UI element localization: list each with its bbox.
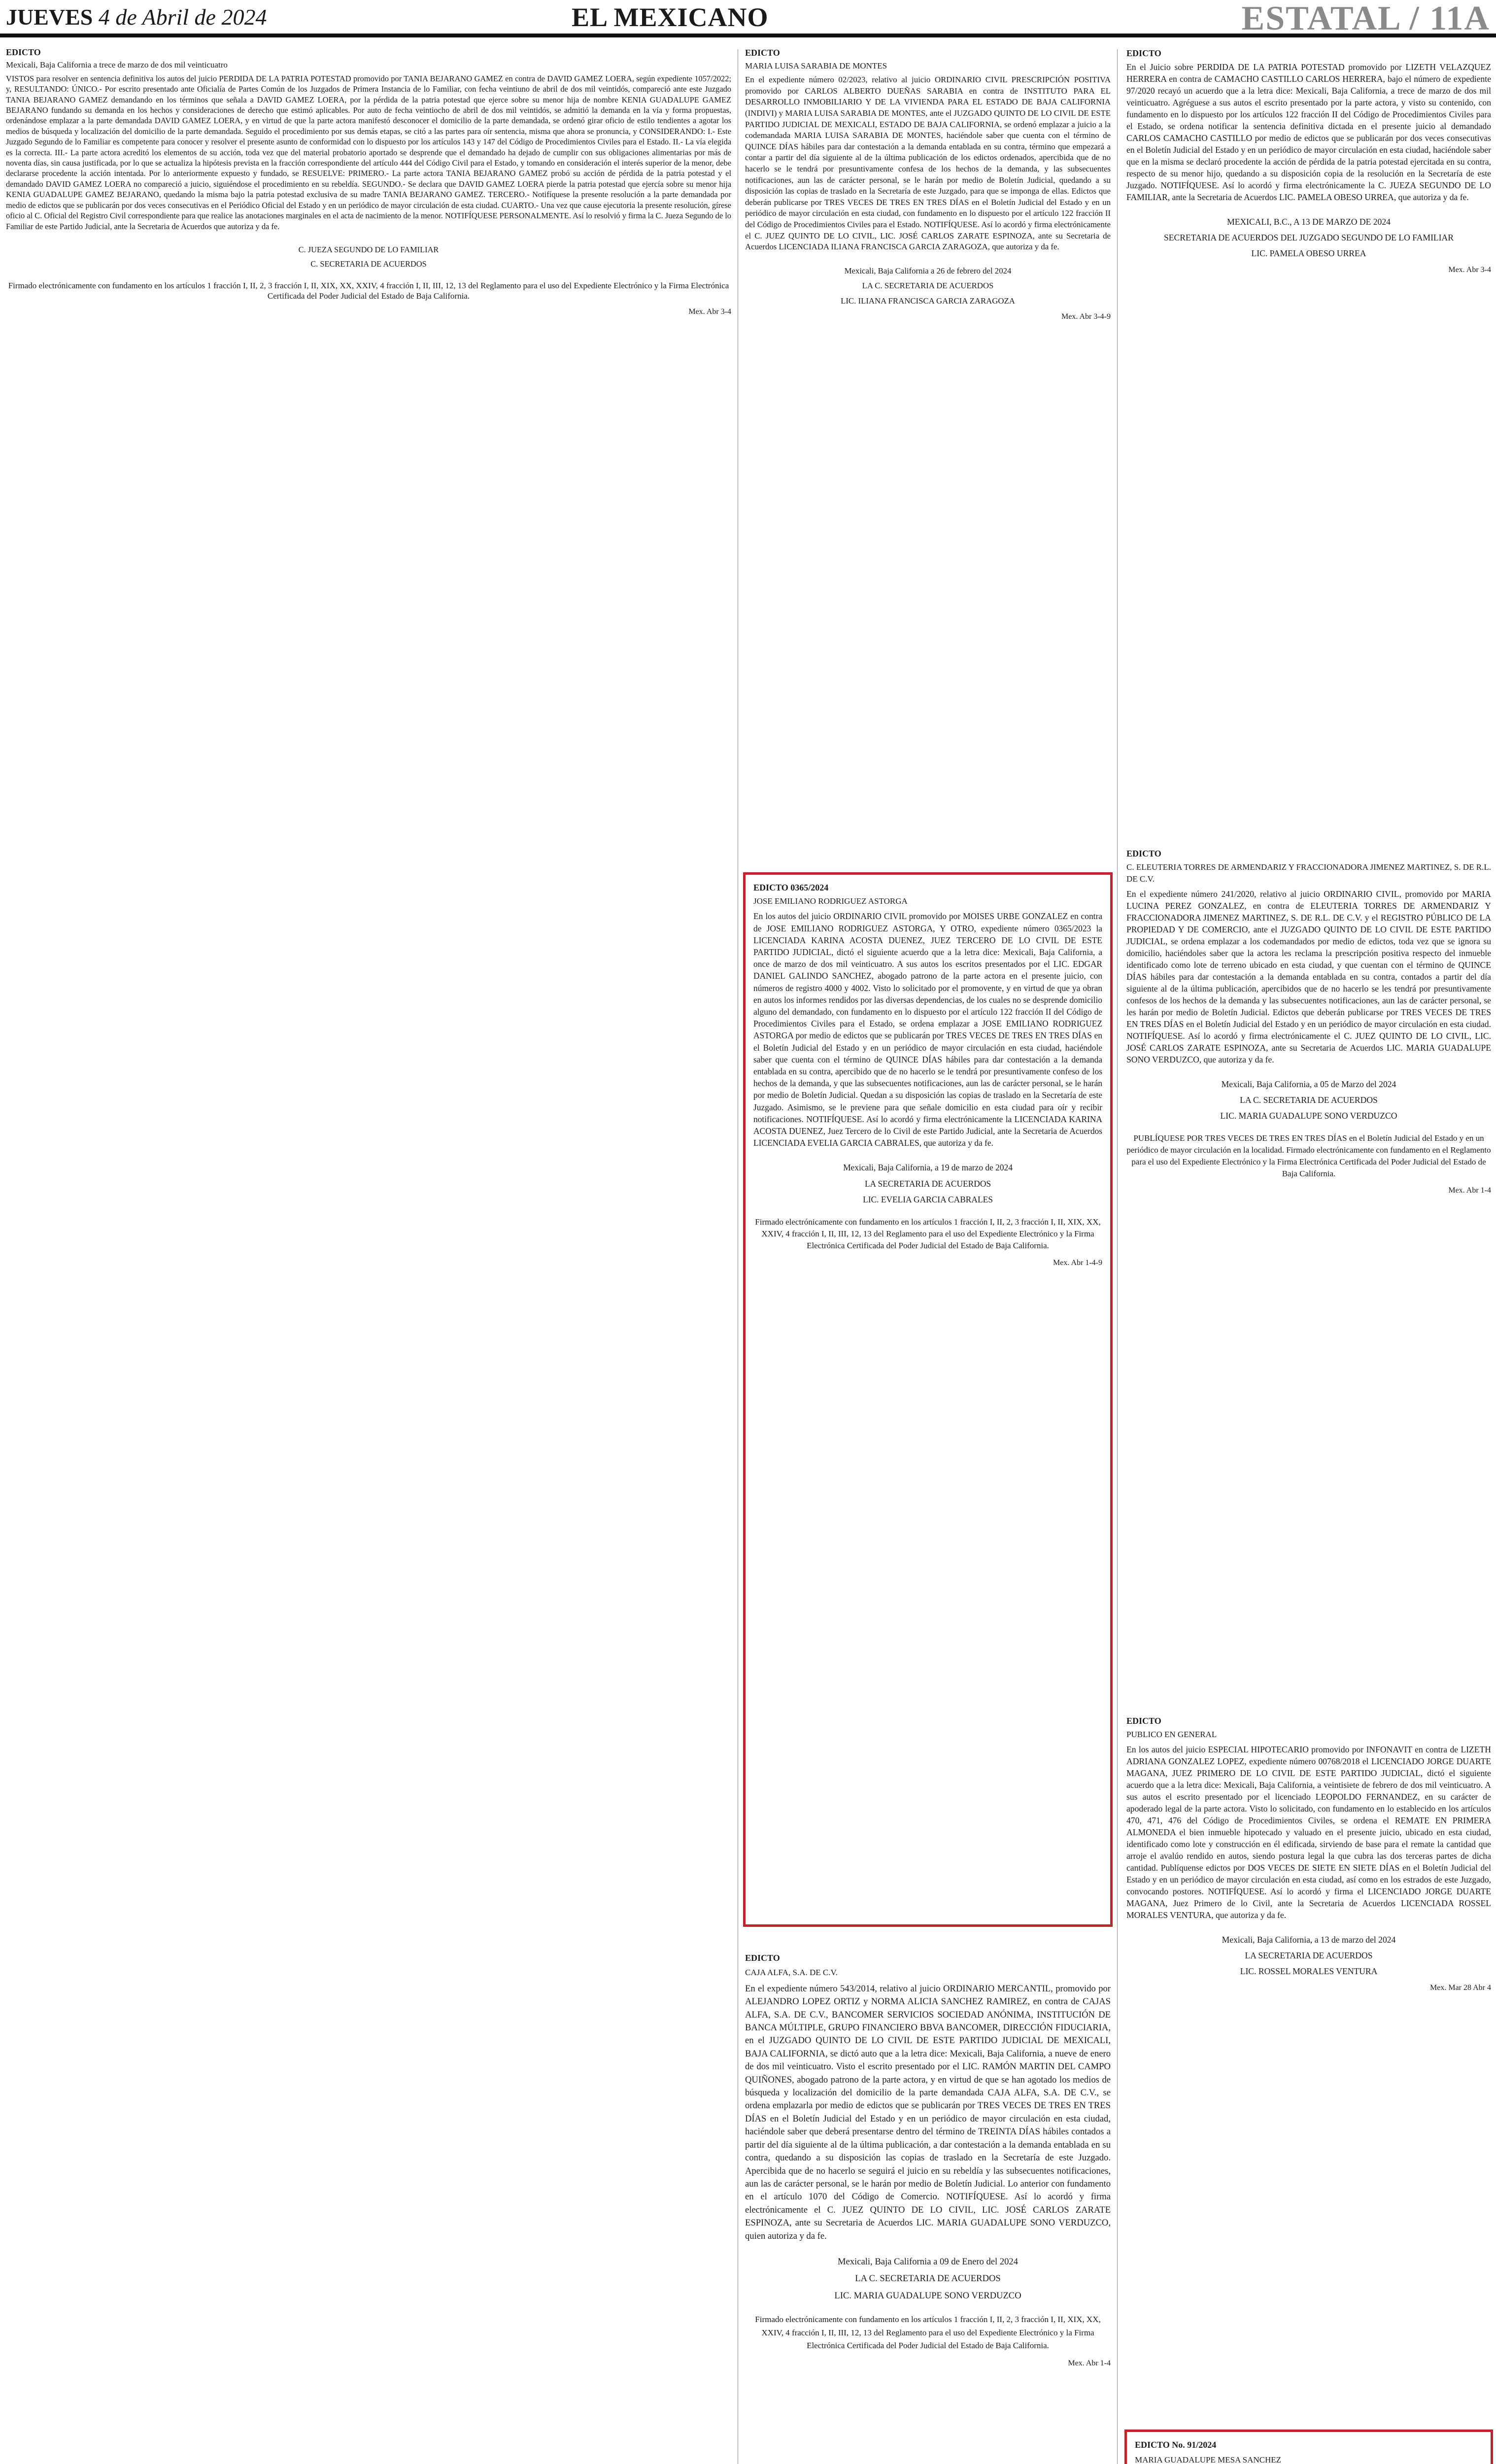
- signature-line: LA C. SECRETARIA DE ACUERDOS: [1240, 1095, 1378, 1105]
- notice-publication-code: Mex. Abr 3-4: [1448, 266, 1491, 274]
- notice-signature: [6, 244, 731, 270]
- legal-notice-framed: [743, 872, 1113, 1927]
- signature-line: LA SECRETARIA DE ACUERDOS: [864, 1178, 991, 1189]
- notice-signature: [745, 2256, 1111, 2302]
- signature-line: LIC. MARIA GUADALUPE SONO VERDUZCO: [834, 2290, 1021, 2301]
- notice-signature: [1126, 216, 1491, 259]
- legal-notice-framed: [1124, 2430, 1493, 2464]
- notice-label: EDICTO 0365/2024: [753, 883, 829, 892]
- notice-publication-code: Mex. Abr 1-4: [1448, 1186, 1491, 1195]
- notice-publication-code: Mex. Mar 28 Abr 4: [1430, 1984, 1491, 1992]
- masthead-paper-name: EL MEXICANO: [572, 2, 769, 32]
- notice-body: VISTOS para resolver en sentencia definitiva los autos del juicio PERDIDA DE LA PATRIA POTESTAD promovido por TANIA BEJARANO GAMEZ en contra de DAVID GAMEZ LOERA, según expediente 1057/2022; y, RESULTANDO: ÚNICO.- Por escrito presentado ante Oficialía de Partes Común de los Juzgados de Primera Instancia de lo Familiar, con fecha veintiuno de abril de dos mil veintidós, compareció ante este Juzgado TANIA BEJARANO GAMEZ demandando en los términos que señala a DAVID GAMEZ LOERA, por la pérdida de la patria potestad que ejerce sobre su menor hija de nombre KENIA GUADALUPE GAMEZ BEJARANO fundando su demanda en los hechos y consideraciones de derecho que estimó aplicables. Por auto de fecha veintiocho de abril de dos mil veintidós, se admitió la demanda en la vía y forma propuestas, ordenándose emplazar a la parte demandada DAVID GAMEZ LOERA, y en virtud de que la parte actora manifestó desconocer el domicilio de la parte demandada, se ordenó girar oficio de estilo tendientes a agotar los medios de búsqueda y localización del domicilio de la parte demandada. Seguido el procedimiento por sus demás etapas, se citó a las partes para oír sentencia, misma que ahora se pronuncia, y CONSIDERANDO: I.- Este Juzgado Segundo de lo Familiar es competente para conocer y resolver el presente asunto de conformidad con lo dispuesto por los artículos 143 y 147 del Código de Procedimientos Civiles para el Estado. II.- La vía elegida es la correcta. III.- La parte actora acreditó los elementos de su acción, toda vez que del material probatorio aportado se desprende que el demandado ha dejado de cumplir con sus obligaciones alimentarias por más de noventa días, sin causa justificada, por lo que se actualiza la hipótesis prevista en la fracción correspondiente del artículo 444 del Código Civil para el Estado, y tomando en consideración el interés superior de la menor, debe declararse procedente la acción intentada. Por lo anteriormente expuesto y fundado, se RESUELVE: PRIMERO.- La parte actora TANIA BEJARANO GAMEZ probó su acción de pérdida de la patria potestad y el demandado DAVID GAMEZ LOERA no compareció a juicio, siguiéndose el procedimiento en su rebeldía. SEGUNDO.- Se declara que DAVID GAMEZ LOERA pierde la patria potestad que ejercía sobre su menor hija KENIA GUADALUPE GAMEZ BEJARANO, quedando la misma bajo la patria potestad exclusiva de su madre TANIA BEJARANO GAMEZ. TERCERO.- Notifíquese la presente resolución a la parte demandada por medio de edictos que se publicarán por dos veces consecutivas en el Periódico Oficial del Estado y en un periódico de mayor circulación de esta ciudad. CUARTO.- Una vez que cause ejecutoria la presente resolución, gírese oficio al C. Oficial del Registro Civil correspondiente para que realice las anotaciones marginales en el acta de nacimiento de la menor. NOTIFÍQUESE PERSONALMENTE. Así lo resolvió y firma la C. Jueza Segundo de lo Familiar de este Partido Judicial, ante la Secretaria de Acuerdos que autoriza y da fe.: [6, 73, 731, 231]
- notice-heading: CAJA ALFA, S.A. DE C.V.: [745, 1968, 838, 1978]
- legal-notice: [1124, 1715, 1493, 1994]
- notice-body: En el expediente número 241/2020, relativo al juicio ORDINARIO CIVIL, promovido por MARIA LUCINA PEREZ GONZALEZ, en contra de ELEUTERIA TORRES DE ARMENDARIZ Y FRACCIONADORA JIMENEZ MARTINEZ, S. DE R.L. DE C.V. y el REGISTRO PÚBLICO DE LA PROPIEDAD Y DE COMERCIO, ante el JUZGADO QUINTO DE LO CIVIL DE ESTE PARTIDO JUDICIAL, se ordena emplazar a los codemandados por medio de edictos, toda vez que se ignora su domicilio, haciéndoles saber que la actora les reclama la prescripción positiva respecto del inmueble identificado como lote de terreno ubicado en esta ciudad, y que cuentan con el término de QUINCE DÍAS hábiles para dar contestación a la demanda entablada en su contra, contados a partir del día siguiente al de la última publicación, apercibidos que de no hacerlo se les tendrá por presuntivamente confesos de los hechos de la demanda y las subsecuentes notificaciones, aun las de carácter personal, se les harán por medio de Boletín Judicial. Edictos que deberán publicarse por TRES VECES DE TRES EN TRES DÍAS en el Boletín Judicial del Estado y en un periódico de mayor circulación en esta ciudad. NOTIFÍQUESE. Así lo acordó y firma electrónicamente el C. JUEZ QUINTO DE LO CIVIL, LIC. JOSÉ CARLOS ZARATE ESPINOZA, ante su Secretaria de Acuerdos LIC. MARIA GUADALUPE SONO VERDUZCO, que autoriza y da fe.: [1126, 889, 1491, 1064]
- notice-label: EDICTO: [745, 48, 780, 58]
- legal-notice: [743, 47, 1113, 323]
- notice-body: En el expediente número 02/2023, relativo al juicio ORDINARIO CIVIL PRESCRIPCIÓN POSITIVA promovido por CARLOS ALBERTO DUEÑAS SARABIA en contra de INSTITUTO PARA EL DESARROLLO INMOBILIARIO Y DE LA VIVIENDA PARA EL ESTADO DE BAJA CALIFORNIA (INDIVI) y MARIA LUISA SARABIA DE MONTES, ante el JUZGADO QUINTO DE LO CIVIL DE ESTE PARTIDO JUDICIAL DE MEXICALI, ESTADO DE BAJA CALIFORNIA, se ordenó emplazar a juicio a la codemandada MARIA LUISA SARABIA DE MONTES, haciéndole saber que cuenta con el término de QUINCE DÍAS hábiles para dar contestación a la demanda entablada en su contra, término que empezará a contar a partir del día siguiente al de la última publicación de los edictos ordenados, apercibida que de no hacerlo se le tendrá por presuntivamente confesa de los hechos de la demanda, y las subsecuentes notificaciones, aun las de carácter personal, se le harán por medio de Boletín Judicial, quedando a su disposición las copias de traslado en la Secretaría de este Juzgado, para que se imponga de ellas. Edictos que deberán publicarse por TRES VECES DE TRES EN TRES DÍAS en el Boletín Judicial del Estado y en un periódico de mayor circulación en esta ciudad, con fundamento en lo dispuesto por el artículo 122 fracción II del Código de Procedimientos Civiles para el Estado. NOTIFÍQUESE. Así lo acordó y firma electrónicamente el C. JUEZ QUINTO DE LO CIVIL, LIC. JOSÉ CARLOS ZARATE ESPINOZA, ante su Secretaria de Acuerdos LICENCIADA ILIANA FRANCISCA GARCIA ZARAGOZA, que autoriza y da fe.: [745, 75, 1111, 252]
- notice-footer: Firmado electrónicamente con fundamento en los artículos 1 fracción I, II, 2, 3 fracción I, II, XIX, XX, XXIV, 4 fracción I, II, III, 12, 13 del Reglamento para el uso del Expediente Electrónico y la Firma Electrónica Certificada del Poder Judicial del Estado de Baja California.: [8, 280, 729, 301]
- notice-heading: MARIA LUISA SARABIA DE MONTES: [745, 61, 887, 70]
- notice-label: EDICTO: [1126, 48, 1161, 58]
- signature-line: MEXICALI, B.C., A 13 DE MARZO DE 2024: [1227, 217, 1391, 227]
- signature-line: Mexicali, Baja California, a 05 de Marzo del 2024: [1221, 1079, 1396, 1089]
- notice-signature: [745, 266, 1111, 307]
- notice-signature: [753, 1162, 1102, 1205]
- legal-notice: [1124, 47, 1493, 276]
- notice-publication-code: Mex. Abr 1-4-9: [1053, 1258, 1102, 1267]
- notice-label: EDICTO No. 91/2024: [1135, 2440, 1217, 2450]
- signature-line: LIC. MARIA GUADALUPE SONO VERDUZCO: [1220, 1111, 1397, 1121]
- signature-line: C. JUEZA SEGUNDO DE LO FAMILIAR: [298, 244, 439, 254]
- masthead-date-text: 4 de Abril de 2024: [98, 4, 267, 30]
- notice-heading: JOSE EMILIANO RODRIGUEZ ASTORGA: [753, 896, 908, 906]
- notice-footer: Firmado electrónicamente con fundamento en los artículos 1 fracción I, II, 2, 3 fracción I, II, XIX, XX, XXIV, 4 fracción I, II, III, 12, 13 del Reglamento para el uso del Expediente Electrónico y la Firma Electrónica Certificada del Poder Judicial del Estado de Baja California.: [755, 2315, 1101, 2350]
- signature-line: Mexicali, Baja California, a 19 de marzo de 2024: [843, 1163, 1013, 1173]
- masthead-day: JUEVES: [6, 4, 93, 30]
- notice-label: EDICTO: [1126, 1716, 1161, 1726]
- masthead: [0, 0, 1496, 37]
- notice-heading: Mexicali, Baja California a trece de marzo de dos mil veinticuatro: [6, 60, 228, 70]
- notice-publication-code: Mex. Abr 1-4: [1068, 2359, 1111, 2368]
- legal-notice: [1124, 848, 1493, 1197]
- signature-line: LIC. ILIANA FRANCISCA GARCIA ZARAGOZA: [841, 296, 1015, 306]
- notice-footer: PUBLÍQUESE POR TRES VECES DE TRES EN TRES DÍAS en el Boletín Judicial del Estado y en un periódico de mayor circulación en la localidad. Firmado electrónicamente con fundamento en el Reglamento para el uso del Expediente Electrónico y la Firma Electrónica Certificada del Poder Judicial del Estado de Baja California.: [1126, 1133, 1491, 1178]
- signature-line: LIC. ROSSEL MORALES VENTURA: [1240, 1966, 1378, 1976]
- masthead-section-name: ESTATAL: [1241, 0, 1400, 37]
- notice-heading: PUBLICO EN GENERAL: [1126, 1730, 1217, 1739]
- notice-heading: MARIA GUADALUPE MESA SANCHEZ: [1135, 2455, 1282, 2464]
- signature-line: LA C. SECRETARIA DE ACUERDOS: [855, 2273, 1001, 2284]
- notice-signature: [1126, 1934, 1491, 1977]
- notice-label: EDICTO: [745, 1953, 780, 1963]
- signature-line: SECRETARIA DE ACUERDOS DEL JUZGADO SEGUNDO DE LO FAMILIAR: [1164, 233, 1454, 242]
- notice-body: En el expediente número 543/2014, relativo al juicio ORDINARIO MERCANTIL, promovido por ALEJANDRO LOPEZ ORTIZ y NORMA ALICIA SANCHEZ RAMIREZ, en contra de CAJAS ALFA, S.A. DE C.V., BANCOMER SERVICIOS SOCIEDAD ANÓNIMA, INSTITUCIÓN DE BANCA MÚLTIPLE, GRUPO FINANCIERO BBVA BANCOMER, DIRECCIÓN FIDUCIARIA, en el JUZGADO QUINTO DE LO CIVIL DE ESTE PARTIDO JUDICIAL DE MEXICALI, BAJA CALIFORNIA, se dictó auto que a la letra dice: Mexicali, Baja California, a nueve de enero de dos mil veinticuatro. Visto el escrito presentado por el LIC. RAMÓN MARTIN DEL CAMPO QUIÑONES, abogado patrono de la parte actora, y en virtud de que se han agotado los medios de búsqueda y localización del domicilio de la parte demandada CAJA ALFA, S.A. DE C.V., se ordena emplazarla por medio de edictos que se publicarán por TRES VECES DE TRES EN TRES DÍAS en el Boletín Judicial del Estado y en un periódico de mayor circulación en esta ciudad, haciéndole saber que deberá presentarse dentro del término de TREINTA DÍAS hábiles contados a partir del día siguiente al de la última publicación, a dar contestación a la demanda entablada en su contra, quedando a su disposición las copias de traslado en la Secretaría de este Juzgado. Apercibida que de no hacerlo se seguirá el juicio en su rebeldía y las subsecuentes notificaciones, aun las de carácter personal, se le harán por medio de Boletín Judicial. Lo anterior con fundamento en el artículo 1070 del Código de Comercio. NOTIFÍQUESE. Así lo acordó y firma electrónicamente el C. JUEZ QUINTO DE LO CIVIL, LIC. JOSÉ CARLOS ZARATE ESPINOZA, ante su Secretaria de Acuerdos LIC. MARIA GUADALUPE SONO VERDUZCO, quien autoriza y da fe.: [745, 1983, 1111, 2241]
- notice-label: EDICTO: [6, 47, 41, 57]
- signature-line: LIC. PAMELA OBESO URREA: [1251, 248, 1366, 258]
- signature-line: Mexicali, Baja California, a 13 de marzo del 2024: [1222, 1935, 1396, 1945]
- column-divider: [1117, 49, 1118, 2464]
- notice-footer: Firmado electrónicamente con fundamento en los artículos 1 fracción I, II, 2, 3 fracción I, II, XIX, XX, XXIV, 4 fracción I, II, III, 12, 13 del Reglamento para el uso del Expediente Electrónico y la Firma Electrónica Certificada del Poder Judicial del Estado de Baja California.: [755, 1217, 1101, 1251]
- signature-line: Mexicali, Baja California a 26 de febrero del 2024: [844, 266, 1012, 275]
- signature-line: C. SECRETARIA DE ACUERDOS: [310, 259, 427, 269]
- masthead-page-number: 11A: [1429, 0, 1490, 37]
- masthead-section: ESTATAL / 11A: [1241, 0, 1490, 37]
- notice-body: En los autos del juicio ORDINARIO CIVIL promovido por MOISES URBE GONZALEZ en contra de JOSE EMILIANO RODRIGUEZ ASTORGA, Y OTRO, expediente número 0365/2023 la LICENCIADA KARINA ACOSTA DUENEZ, JUEZ TERCERO DE LO CIVIL DE ESTE PARTIDO JUDICIAL, dictó el siguiente acuerdo que a la letra dice: Mexicali, Baja California, a once de marzo de dos mil veinticuatro. A sus autos los escritos presentados por el LIC. EDGAR DANIEL GALINDO SANCHEZ, abogado patrono de la parte actora en el presente juicio, con números de registro 4000 y 4002. Visto lo solicitado por el promovente, y en virtud de que ya obran en autos los informes rendidos por las diversas dependencias, de los cuales no se desprende domicilio alguno del demandado, con fundamento en lo dispuesto por el artículo 122 fracción II del Código de Procedimientos Civiles para el Estado, se ordena emplazar a JOSE EMILIANO RODRIGUEZ ASTORGA por medio de edictos que se publicarán por TRES VECES DE TRES EN TRES DÍAS en el Boletín Judicial del Estado y en un periódico de mayor circulación en esta ciudad, haciéndole saber que cuenta con el término de QUINCE DÍAS hábiles para dar contestación a la demanda entablada en su contra, apercibido que de no hacerlo se le tendrá por presuntivamente confeso de los hechos de la demanda, y que las subsecuentes notificaciones, aun las de carácter personal, se le harán por medio de Boletín Judicial. Quedan a su disposición las copias de traslado en la Secretaría de este Juzgado. Asimismo, se le previene para que señale domicilio en esta ciudad para oír y recibir notificaciones. NOTIFÍQUESE. Así lo acordó y firma electrónicamente la LICENCIADA KARINA ACOSTA DUENEZ, Juez Tercero de lo Civil de este Partido Judicial, ante la Secretaria de Acuerdos LICENCIADA EVELIA GARCIA CABRALES, que autoriza y da fe.: [753, 911, 1102, 1148]
- legal-notice: [4, 47, 733, 317]
- masthead-date: [6, 4, 267, 30]
- notice-body: En el Juicio sobre PERDIDA DE LA PATRIA POTESTAD promovido por LIZETH VELAZQUEZ HERRERA en contra de CAMACHO CASTILLO CARLOS HERRERA, bajo el número de expediente 97/2020 recayó un acuerdo que a la letra dice: Mexicali, Baja California, a trece de marzo de dos mil veinticuatro. Agréguese a sus autos el escrito presentado por la parte actora, y visto su contenido, con fundamento en lo dispuesto por los artículos 122 fracción II del Código de Procedimientos Civiles para el Estado, se ordena notificar la sentencia definitiva dictada en el presente juicio al demandado CARLOS CAMACHO CASTILLO por medio de edictos que se publicarán por dos veces consecutivas en el Boletín Judicial del Estado y en un periódico de mayor circulación en esta ciudad, haciéndole saber que en la misma se declaró procedente la acción de pérdida de la patria potestad ejercitada en su contra, respecto de su menor hijo, quedando a su disposición copia de la resolución en la Secretaría de este Juzgado. NOTIFÍQUESE. Así lo acordó y firma electrónicamente la C. JUEZA SEGUNDO DE LO FAMILIAR, ante la Secretaria de Acuerdos LIC. PAMELA OBESO URREA, que autoriza y da fe.: [1126, 62, 1491, 202]
- notice-signature: [1126, 1078, 1491, 1122]
- signature-line: LA SECRETARIA DE ACUERDOS: [1245, 1951, 1373, 1960]
- notice-publication-code: Mex. Abr 3-4-9: [1061, 312, 1111, 321]
- legal-notice: [743, 1951, 1113, 2370]
- notice-label: EDICTO: [1126, 849, 1161, 858]
- signature-line: Mexicali, Baja California a 09 de Enero del 2024: [837, 2256, 1019, 2267]
- notice-publication-code: Mex. Abr 3-4: [688, 307, 731, 316]
- signature-line: LA C. SECRETARIA DE ACUERDOS: [862, 281, 994, 291]
- notice-heading: C. ELEUTERIA TORRES DE ARMENDARIZ Y FRACCIONADORA JIMENEZ MARTINEZ, S. DE R.L. DE C.V.: [1126, 862, 1491, 884]
- notice-body: En los autos del juicio ESPECIAL HIPOTECARIO promovido por INFONAVIT en contra de LIZETH ADRIANA GONZALEZ LOPEZ, expediente número 00768/2018 el LICENCIADO JORGE DUARTE MAGANA, JUEZ PRIMERO DE LO CIVIL DE ESTE PARTIDO JUDICIAL, dictó el siguiente acuerdo que a la letra dice: Mexicali, Baja California, a veintisiete de febrero de dos mil veinticuatro. A sus autos el escrito presentado por el licenciado LEOPOLDO FERNANDEZ, en su carácter de apoderado legal de la parte actora. Visto lo solicitado, con fundamento en lo establecido en los artículos 470, 471, 476 del Código de Procedimientos Civiles, se ordena el REMATE EN PRIMERA ALMONEDA el bien inmueble hipotecado y valuado en el presente juicio, ubicado en esta ciudad, identificado como lote y construcción en él edificada, sirviendo de base para el remate la cantidad que arroje el avalúo rendido en autos, siendo postura legal la que cubra las dos terceras partes de dicha cantidad. Publíquense edictos por DOS VECES DE SIETE EN SIETE DÍAS en el Boletín Judicial del Estado y en un periódico de mayor circulación en esta ciudad, así como en los estrados de este Juzgado, convocando postores. NOTIFÍQUESE. Así lo acordó y firma el LICENCIADO JORGE DUARTE MAGANA, Juez Primero de lo Civil, ante la Secretaria de Acuerdos LICENCIADA ROSSEL MORALES VENTURA, que autoriza y da fe.: [1126, 1745, 1491, 1920]
- signature-line: LIC. EVELIA GARCIA CABRALES: [863, 1194, 993, 1204]
